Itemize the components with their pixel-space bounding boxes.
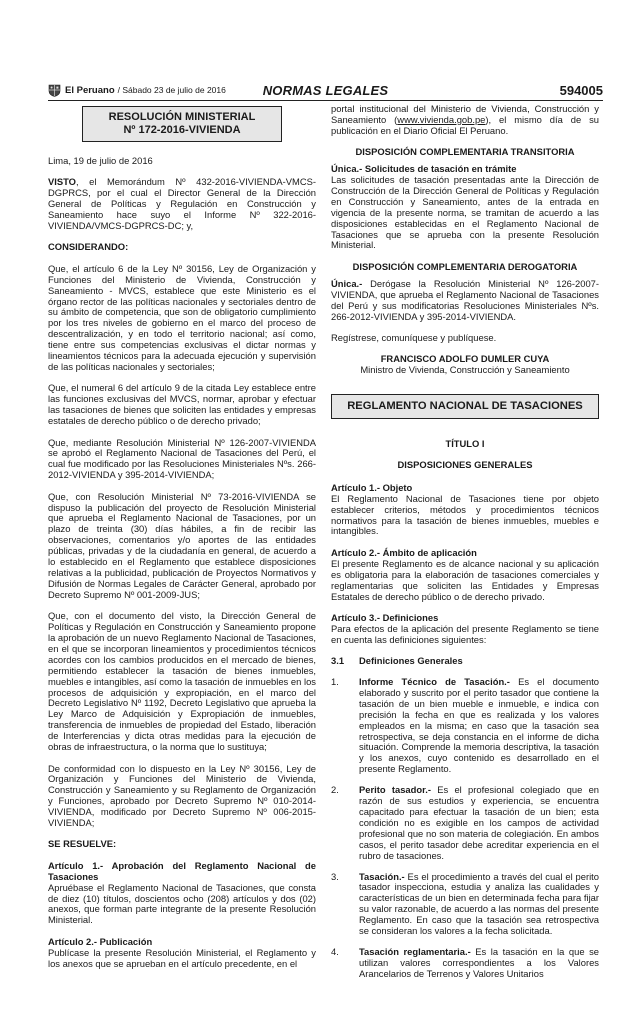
continuation-text-end: ), el mismo día de su publicación en el Diario Oficial El Peruano. <box>331 113 599 136</box>
definition-text: Es el documento elaborado y suscrito por el perito tasador que contiene la tasación de un bien mueble e inmueble, e indica con precisión la fecha en que es realizada y los valores empleados en la misma; en caso que la tasación sea retrospectiva, se deja constancia en el informe de dicha situación. Comprende la memoria descriptiva, la tasación y los anexos, cuyo contenido es desarrollado en el presente Reglamento. <box>359 676 600 775</box>
definition-text: Es la tasación en la que se utilizan valores correspondientes a los Valores Arancelarios de Terrenos y Valores Unitarios <box>359 945 600 979</box>
repeal-provision-label: Única.- <box>331 277 363 289</box>
header-publication <box>48 83 226 97</box>
definition-term: Tasación.- <box>359 870 405 882</box>
reg-article-1-heading: Artículo 1.- Objeto <box>331 481 413 493</box>
signer-title: Ministro de Vivienda, Construcción y Saneamiento <box>360 364 570 376</box>
reg-article-2 <box>331 548 599 603</box>
disposiciones-heading: DISPOSICIONES GENERALES <box>397 458 533 470</box>
definition-item <box>331 872 599 937</box>
visto-label: VISTO <box>48 176 76 188</box>
considerando-paragraph-4: Que, con Resolución Ministerial Nº 73-2016-VIVIENDA se dispuso la publicación del proyecto de Resolución Ministerial que aprueba el Reglamento Nacional de Tasaciones, por un plazo de treinta (30) días hábiles, a fin de recibir las observaciones, comentarios y/o aportes de las entidades públicas, privadas y de la ciudadanía en general, de acuerdo a lo establecido en el Reglamento que establece disposiciones relativas a la publicidad, publicación de Proyectos Normativos y Difusión de Normas Legales de Carácter General, aprobado por Decreto Supremo Nº 001-2009-JUS; <box>48 490 316 600</box>
reg-article-2-heading: Artículo 2.- Ámbito de aplicación <box>331 546 477 558</box>
definitions-title: Definiciones Generales <box>359 655 463 667</box>
definition-body <box>359 872 599 937</box>
peru-coat-of-arms-icon <box>48 83 61 97</box>
signer-name: FRANCISCO ADOLFO DUMLER CUYA <box>380 353 550 365</box>
reg-article-3-heading: Artículo 3.- Definiciones <box>331 611 439 623</box>
reg-article-1 <box>331 483 599 538</box>
section-title: NORMAS LEGALES <box>262 82 389 98</box>
left-column <box>48 104 316 980</box>
visto-paragraph <box>48 177 316 232</box>
visto-text: , el Memorándum Nº 432-2016-VIVIENDA-VMCS-DGPRCS, por el cual el Director General de la Dirección General de Políticas y Regulación en Construcción y Saneamiento hace suyo el Informe Nº 322-2016-VIVIENDA/VMCS-DGPRCS-DC; y, <box>48 176 316 232</box>
definition-item <box>331 785 599 861</box>
article-2-continuation <box>331 104 599 137</box>
transitory-provision-text: Las solicitudes de tasación presentadas ante la Dirección de Construcción de la Dirección General de Políticas y Regulación en Construcción y Saneamiento, antes de la entrada en vigencia de la presente norma, se tramitan de acuerdo a las disposiciones establecidas en el Reglamento Nacional de Tasaciones que se aprueba con la presente Resolución Ministerial. <box>331 174 599 251</box>
continuation-text-start: portal institucional del Ministerio de Vivienda, Construcción y Saneamiento ( <box>331 103 599 125</box>
considerando-paragraph-2: Que, el numeral 6 del artículo 9 de la citada Ley establece entre las funciones exclusivas del MVCS, normar, aprobar y efectuar las tasaciones de bienes que soliciten las entidades y empresas estatales de derecho público o de derecho privado; <box>48 382 316 427</box>
definition-term: Tasación reglamentaria.- <box>359 945 471 957</box>
resolution-number: Nº 172-2016-VIVIENDA <box>123 124 241 136</box>
reg-article-3-text: Para efectos de la aplicación del presente Reglamento se tiene en cuenta las definiciones siguientes: <box>331 622 599 645</box>
vivienda-website-link[interactable]: www.vivienda.gob.pe <box>397 113 486 125</box>
repeal-provision <box>331 279 599 323</box>
definition-text: Es el profesional colegiado que en razón de sus estudios y experiencia, se encuentra capacitado para efectuar la tasación de un bien; esta condición no es exigible en los campos de actividad profesional que no son materia de colegiación. En ambos casos, el perito tasador debe acreditar experiencia en el rubro de tasaciones. <box>359 784 599 861</box>
transitory-provision-title: Única.- Solicitudes de tasación en trámite <box>331 163 517 175</box>
reg-article-3 <box>331 613 599 646</box>
right-column <box>331 104 599 990</box>
transitory-provision-heading: DISPOSICIÓN COMPLEMENTARIA TRANSITORIA <box>355 146 575 158</box>
considerando-paragraph-3: Que, mediante Resolución Ministerial Nº 126-2007-VIVIENDA se aprobó el Reglamento Nacional de Tasaciones del Perú, el cual fue modificado por las Resoluciones Ministeriales Nºs. 266-2012-VIVIENDA y 395-2014-VIVIENDA; <box>48 436 316 481</box>
repeal-provision-text: Derógase la Resolución Ministerial Nº 126-2007-VIVIENDA, que aprueba el Reglamento Nacional de Tasaciones del Perú y sus modificatorias Resoluciones Ministeriales Nºs. 266-2012-VIVIENDA y 395-2014-VIVIENDA. <box>331 277 599 322</box>
publication-name: El Peruano <box>65 84 115 96</box>
resolution-title-box <box>82 106 282 142</box>
repeal-provision-heading: DISPOSICIÓN COMPLEMENTARIA DEROGATORIA <box>352 260 578 272</box>
definition-number: 4. <box>331 945 339 957</box>
definition-number: 2. <box>331 784 339 796</box>
article-2-block <box>48 937 316 970</box>
considerando-heading: CONSIDERANDO: <box>48 241 129 253</box>
reg-article-1-text: El Reglamento Nacional de Tasaciones tiene por objeto establecer criterios, métodos y procedimientos técnicos normativos para la tasación de bienes inmuebles, muebles e intangibles. <box>331 492 599 537</box>
considerando-paragraph-1: Que, el artículo 6 de la Ley Nº 30156, Ley de Organización y Funciones del Ministerio de Vivienda, Construcción y Saneamiento - MVCS, establece que este Ministerio es el órgano rector de las políticas nacionales y sectoriales dentro de su ámbito de competencia, que son de obligatorio cumplimiento por los tres niveles de gobierno en el marco del proceso de descentralización, y en todo el territorio nacional; así como, tiene entre sus competencias exclusivas el dictar normas y lineamientos técnicos para la adecuada ejecución y supervisión de las políticas nacionales y sectoriales; <box>48 262 316 372</box>
article-1-heading: Artículo 1.- Aprobación del Reglamento Nacional de Tasaciones <box>48 859 316 882</box>
place-date: Lima, 19 de julio de 2016 <box>48 155 153 166</box>
reglamento-title: REGLAMENTO NACIONAL DE TASACIONES <box>347 400 583 413</box>
titulo-heading: TÍTULO I <box>445 438 485 450</box>
definition-term: Perito tasador.- <box>359 784 431 796</box>
definition-term: Informe Técnico de Tasación.- <box>359 676 510 688</box>
article-2-heading: Artículo 2.- Publicación <box>48 935 153 947</box>
page-header <box>48 80 603 101</box>
definition-text: Es el procedimiento a través del cual el perito tasador inspecciona, estudia y analiza las cualidades y características de un bien en determinada fecha para fijar su valor razonable, de acuerdo a las normas del presente Reglamento. En caso que la tasación sea retrospectiva se consideran los valores a la fecha solicitada. <box>359 870 599 937</box>
considerando-paragraph-5: Que, con el documento del visto, la Dirección General de Políticas y Regulación en Construcción y Saneamiento propone la aprobación de un nuevo Reglamento Nacional de Tasaciones, en el que se incorporan lineamientos y procedimientos técnicos acordes con los cambios producidos en el mercado de bienes, permitiendo establecer la tasación de bienes inmuebles, muebles e intangibles, así como la tasación de inmuebles en los procesos de adquisición y expropiación, en el marco del Decreto Legislativo Nº 1192, Decreto Legislativo que aprueba la Ley Marco de Adquisición y Expropiación de inmuebles, transferencia de inmuebles de propiedad del Estado, liberación de Interferencias y dicta otras medidas para la ejecución de obras de infraestructura, o la norma que lo sustituya; <box>48 610 316 753</box>
definition-item <box>331 947 599 980</box>
article-1-block <box>48 861 316 926</box>
considerando-paragraph-6: De conformidad con lo dispuesto en la Ley Nº 30156, Ley de Organización y Funciones del Ministerio de Vivienda, Construcción y Saneamiento y su Reglamento de Organización y Funciones, aprobado por Decreto Supremo Nº 010-2014-VIVIENDA, modificado por Decreto Supremo Nº 006-2015-VIVIENDA; <box>48 762 316 829</box>
definition-item <box>331 677 599 775</box>
transitory-provision <box>331 164 599 251</box>
definitions-heading <box>331 656 599 667</box>
article-1-text: Apruébase el Reglamento Nacional de Tasaciones, que consta de diez (10) títulos, doscientos ocho (208) artículos y dos (02) anexos, que forman parte integrante de la presente Resolución Ministerial. <box>48 881 316 926</box>
se-resuelve-heading: SE RESUELVE: <box>48 838 117 850</box>
reglamento-title-box <box>331 394 599 419</box>
article-2-text: Publícase la presente Resolución Ministerial, el Reglamento y los anexos que se aprueban en el artículo precedente, en el <box>48 946 316 969</box>
publication-date: / Sábado 23 de julio de 2016 <box>117 85 226 95</box>
definition-body <box>359 677 599 775</box>
page-number: 594005 <box>559 82 603 98</box>
definition-body <box>359 947 599 980</box>
definition-body <box>359 785 599 861</box>
definition-number: 1. <box>331 676 339 688</box>
resolution-title: RESOLUCIÓN MINISTERIAL <box>108 111 256 123</box>
definition-number: 3. <box>331 870 339 882</box>
registrese-line: Regístrese, comuníquese y publíquese. <box>331 331 497 343</box>
definitions-number: 3.1 <box>331 655 345 667</box>
reg-article-2-text: El presente Reglamento es de alcance nacional y su aplicación es obligatoria para la elaboración de tasaciones comerciales y reglamentarias que soliciten las Entidades y Empresas Estatales de derecho público o de derecho privado. <box>331 557 599 602</box>
